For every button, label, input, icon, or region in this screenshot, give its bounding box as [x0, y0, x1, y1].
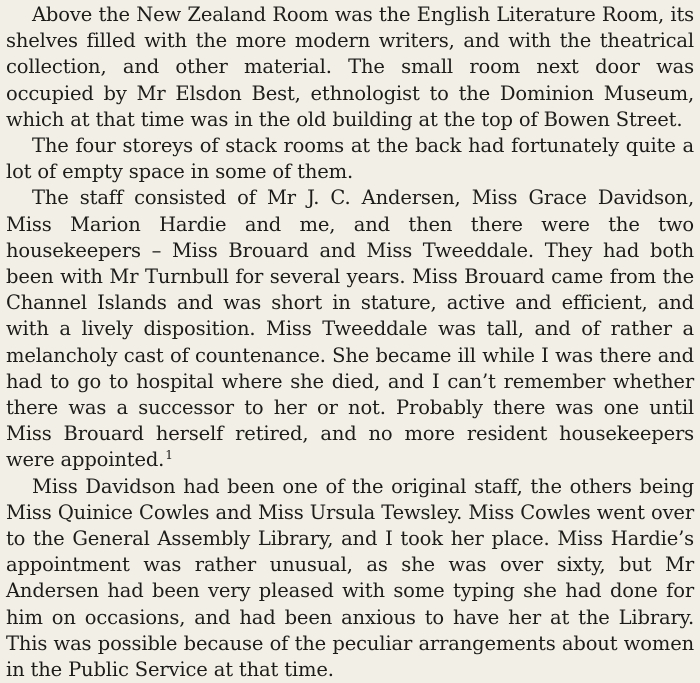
paragraph-text: The four storeys of stack rooms at the back had fortunately quite a lot of empty space in some of them. — [6, 134, 694, 184]
paragraph-english-literature-room — [6, 2, 694, 133]
footnote-marker: 1 — [165, 447, 173, 462]
paragraph-text: The staff consisted of Mr J. C. Andersen, Miss Grace Davidson, Miss Marion Hardie and me, and then there were the two housekeepers – Miss Brouard and Miss Tweeddale. They had both been with Mr Turnbull for several years. Miss Brouard came from the Channel Islands and was short in stature, active and efficient, and with a lively disposition. Miss Tweeddale was tall, and of rather a melancholy cast of countenance. She became ill while I was there and had to go to hospital where she died, and I can’t remember whether there was a successor to her or not. Probably there was one until Miss Brouard herself retired, and no more resident housekeepers were appointed. — [6, 186, 694, 472]
paragraph-text: Miss Davidson had been one of the original staff, the others being Miss Quinice Cowles and Miss Ursula Tewsley. Miss Cowles went over to the General Assembly Library, and I took her place. Miss Hardie’s appointment was rather unusual, as she was over sixty, but Mr Andersen had been very pleased with some typing she had done for him on occasions, and had been anxious to have her at the Library. This was possible because of the peculiar arrangements about women in the Public Service at that time. — [6, 474, 694, 682]
paragraph-text: Above the New Zealand Room was the English Literature Room, its shelves filled with the more modern writers, and with the theatrical collection, and other material. The small room next door was occupied by Mr Elsdon Best, ethnologist to the Dominion Museum, which at that time was in the old building at the top of Bowen Street. — [6, 3, 694, 131]
paragraph-miss-davidson — [6, 474, 694, 683]
paragraph-stack-rooms — [6, 133, 694, 185]
paragraph-staff — [6, 185, 694, 473]
